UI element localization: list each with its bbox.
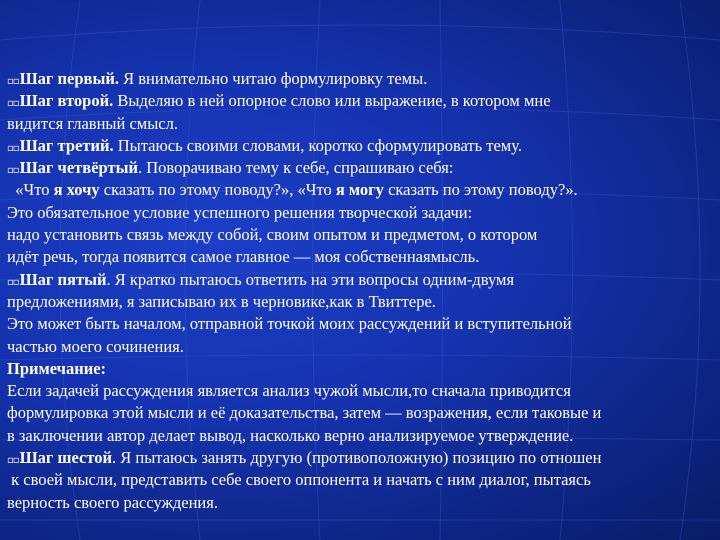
step-heading: Шаг второй.: [19, 91, 114, 111]
text-line: [7, 402, 720, 424]
text-line: [7, 68, 720, 90]
text-line: [7, 269, 720, 291]
line-text: Пытаюсь своими словами, коротко сформулировать тему.: [113, 135, 522, 155]
step-heading: Шаг четвёртый: [19, 158, 138, 178]
line-text: предложениями, я записываю их в черновике,как в Твиттере.: [7, 291, 436, 311]
text-line: [7, 313, 720, 335]
line-text: «Что: [7, 180, 54, 200]
step-heading: Шаг третий.: [19, 135, 114, 155]
emphasis: я хочу: [53, 180, 100, 200]
bullet-marker: ▫▫: [7, 276, 19, 288]
line-text: видится главный смысл.: [7, 113, 178, 133]
note-heading: Примечание:: [7, 358, 107, 378]
line-text: к своей мысли, представить себе своего оппонента и начать с ним диалог, пытаясь: [7, 470, 591, 490]
text-line: [7, 492, 720, 514]
text-line: [7, 291, 720, 313]
text-line: [7, 90, 720, 112]
text-line: [7, 469, 720, 491]
line-text: . Поворачиваю тему к себе, спрашиваю себя:: [137, 158, 454, 178]
bullet-marker: ▫▫: [7, 142, 19, 154]
text-line: [7, 358, 720, 380]
text-line: [7, 179, 720, 201]
line-text: Выделяю в ней опорное слово или выражение, в котором мне: [113, 91, 551, 111]
line-text: идёт речь, тогда появится самое главное — моя собственнаямысль.: [7, 247, 480, 267]
line-text: Если задачей рассуждения является анализ чужой мысли,то сначала приводится: [7, 381, 571, 401]
step-heading: Шаг пятый: [19, 269, 107, 289]
line-text: Это обязательное условие успешного решения творческой задачи:: [7, 202, 473, 222]
line-text: Я внимательно читаю формулировку темы.: [118, 69, 428, 88]
slide-body: [7, 68, 720, 514]
line-text: сказать по этому поводу?», «Что: [99, 180, 336, 200]
text-line: [7, 202, 720, 224]
bullet-marker: ▫▫: [7, 76, 19, 87]
text-line: [7, 246, 720, 268]
step-heading: Шаг первый.: [19, 69, 119, 88]
line-text: формулировка этой мысли и её доказательства, затем — возражения, если таковые и: [7, 403, 602, 423]
line-text: в заключении автор делает вывод, насколько верно анализируемое утверждение.: [7, 425, 574, 445]
text-line: [7, 113, 720, 135]
line-text: частью моего сочинения.: [7, 336, 184, 356]
bullet-marker: ▫▫: [7, 165, 19, 177]
text-line: [7, 157, 720, 179]
bullet-marker: ▫▫: [7, 455, 19, 467]
text-line: [7, 135, 720, 157]
line-text: . Я кратко пытаюсь ответить на эти вопросы одним-двумя: [106, 269, 515, 289]
bullet-marker: ▫▫: [7, 98, 19, 110]
emphasis: я могу: [335, 180, 384, 200]
text-line: [7, 447, 720, 469]
line-text: верность своего рассуждения.: [7, 492, 218, 512]
text-line: [7, 224, 720, 246]
step-heading: Шаг шестой: [19, 448, 112, 468]
line-text: . Я пытаюсь занять другую (противоположную) позицию по отношен: [111, 448, 602, 468]
text-line: [7, 380, 720, 402]
line-text: Это может быть началом, отправной точкой моих рассуждений и вступительной: [7, 314, 572, 334]
line-text: сказать по этому поводу?».: [383, 180, 578, 200]
text-line: [7, 425, 720, 447]
text-line: [7, 336, 720, 358]
line-text: надо установить связь между собой, своим опытом и предметом, о котором: [7, 225, 538, 245]
